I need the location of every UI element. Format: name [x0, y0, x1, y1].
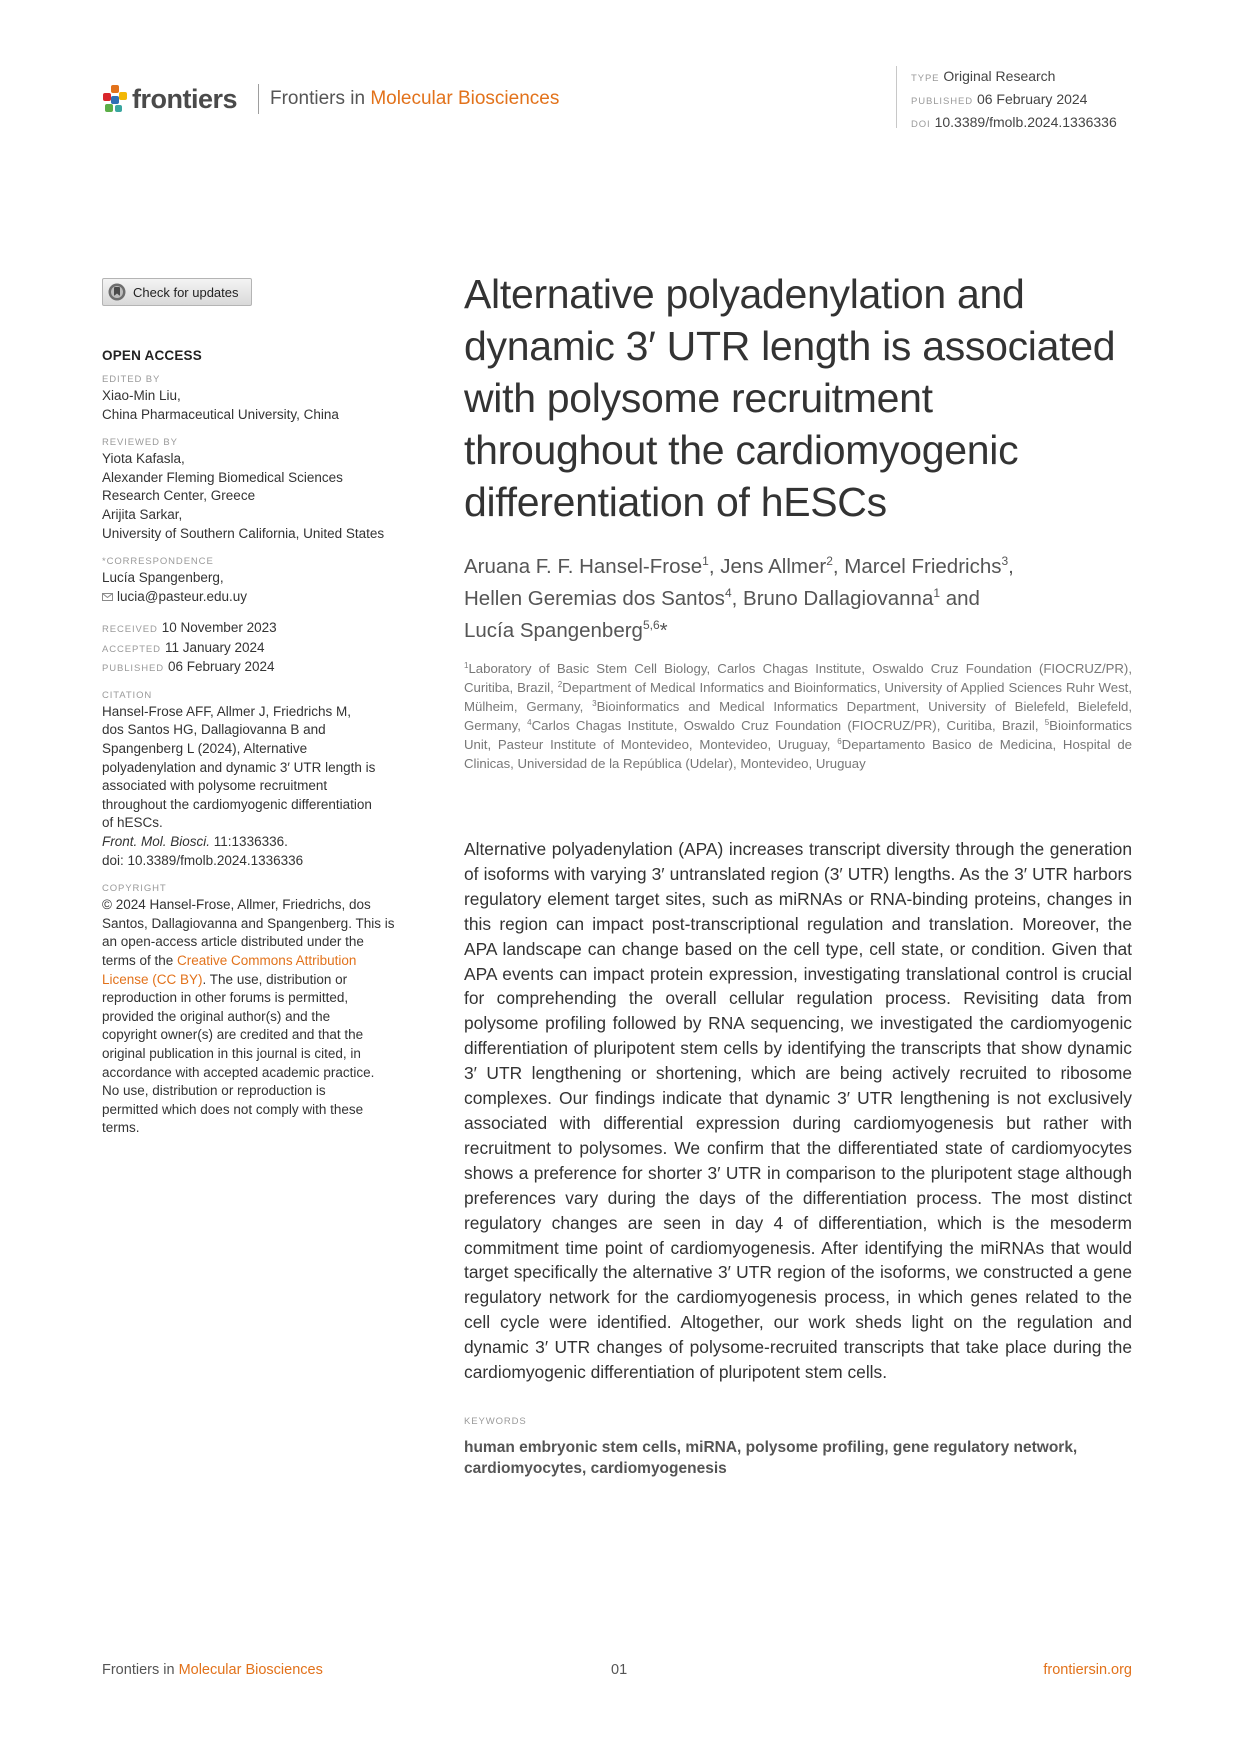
author-name[interactable]: Hellen Geremias dos Santos: [464, 587, 725, 610]
citation-line: Spangenberg L (2024), Alternative: [102, 741, 308, 757]
author-name[interactable]: Aruana F. F. Hansel-Frose: [464, 555, 703, 578]
correspondence-name: Lucía Spangenberg,: [102, 570, 224, 586]
keywords-label: KEYWORDS: [464, 1415, 527, 1427]
affiliation-text: Carlos Chagas Institute, Oswaldo Cruz Foundation (FIOCRUZ/PR), Curitiba, Brazil,: [531, 718, 1045, 733]
abstract: Alternative polyadenylation (APA) increases transcript diversity through the generation of isoforms with varying 3′ untranslated region (3′ UTR) lengths. As the 3′ UTR harbors regulatory element target sites, such as miRNAs or RNA-binding proteins, changes in this region can impact post-transcriptional regulation and translation. Moreover, the APA landscape can change based on the cell type, cell state, or condition. Given that APA events can impact protein expression, investigating translational control is crucial for comprehending the overall cellular regulation process. Revisiting data from polysome profiling followed by RNA sequencing, we investigated the cardiomyogenic differentiation of pluripotent stem cells by identifying the transcripts that show dynamic 3′ UTR lengthening or shortening, which are being actively recruited to ribosome complexes. Our findings indicate that dynamic 3′ UTR lengthening is not exclusively associated with differential expression during cardiomyogenesis but rather with recruitment to polysomes. We confirm that the differentiated state of cardiomyocytes shows a preference for shorter 3′ UTR in comparison to the pluripotent stage although preferences vary during the days of the differentiation process. The most distinct regulatory changes are seen in day 4 of differentiation, which is the mesoderm commitment time point of cardiomyogenesis. After identifying the miRNAs that would target specifically the alternative 3′ UTR region of the isoforms, we constructed a gene regulatory network for the cardiomyogenesis process, in which genes related to the cell cycle were identified. Altogether, our work sheds light on the regulation and dynamic 3′ UTR changes of polysome-recruited transcripts that take place during the cardiomyogenic differentiation of pluripotent stem cells.: [464, 839, 1132, 1383]
copyright-line: original publication in this journal is cited, in: [102, 1045, 361, 1061]
mail-icon: [102, 593, 113, 601]
affiliation-marker: 4: [527, 718, 532, 727]
affiliation-text: Departamento Basico de Medicina, Hospital de Clinicas, Universidad de la República (Udelar), Montevideo, Uruguay: [464, 737, 1132, 771]
reviewer-line: Arijita Sarkar,: [102, 506, 183, 522]
keywords: human embryonic stem cells, miRNA, polysome profiling, gene regulatory network, cardiomyocytes, cardiomyogenesis: [464, 1438, 1078, 1477]
meta-published-value: 06 February 2024: [976, 91, 1088, 107]
copyright-line: No use, distribution or reproduction is: [102, 1083, 326, 1099]
copyright-terms-suffix: . The use, distribution or: [202, 971, 348, 987]
citation-line: throughout the cardiomyogenic differentiation: [102, 796, 372, 812]
published-value: 06 February 2024: [167, 659, 275, 675]
author-separator: ,: [832, 555, 845, 578]
copyright-line: an open-access article distributed under the: [102, 934, 364, 950]
citation-section: [102, 689, 416, 870]
reviewer-line: Research Center, Greece: [102, 488, 256, 504]
copyright-line: Santos, Dallagiovanna and Spangenberg. This is: [102, 915, 395, 931]
author-separator: ,: [708, 555, 721, 578]
frontiers-logo-icon: [102, 84, 128, 114]
copyright-section: [102, 882, 416, 1138]
footer-site-link[interactable]: frontiersin.org: [1043, 1662, 1132, 1678]
reviewer-line: Yiota Kafasla,: [102, 451, 185, 467]
accepted-date: [102, 638, 416, 658]
author-affiliation-marker: 5,6: [642, 618, 660, 632]
affiliations: [464, 659, 1132, 773]
article-title: Alternative polyadenylation and dynamic 3′ UTR length is associated with polysome recruitment throughout the cardiomyogenic differentiation of hESCs: [464, 271, 1116, 525]
affiliation-text: Laboratory of Basic Stem Cell Biology, Carlos Chagas Institute, Oswaldo Cruz Foundation (FIOCRUZ/PR), Curitiba, Brazil,: [464, 661, 1132, 695]
published-label: PUBLISHED: [102, 663, 164, 675]
copyright-line: copyright owner(s) are credited and that the: [102, 1027, 364, 1043]
correspondence-section: [102, 555, 416, 606]
author-name[interactable]: Lucía Spangenberg: [464, 619, 643, 642]
correspondence-label: *CORRESPONDENCE: [102, 556, 214, 568]
copyright-line: permitted which does not comply with these: [102, 1101, 364, 1117]
edited-by-section: [102, 373, 416, 424]
journal-name[interactable]: [270, 88, 559, 110]
meta-published: [911, 89, 1117, 112]
citation-doi[interactable]: doi: 10.3389/fmolb.2024.1336336: [102, 852, 304, 868]
meta-published-label: PUBLISHED: [911, 96, 973, 107]
copyright-license-line: [102, 971, 416, 990]
article-sidebar: [102, 278, 416, 1138]
citation-volume: 11:1336336.: [210, 834, 288, 849]
received-date: [102, 618, 416, 638]
corresponding-author-marker: *: [659, 619, 668, 642]
meta-type: [911, 66, 1117, 89]
affiliation-marker: 6: [837, 737, 842, 746]
citation-line: dos Santos HG, Dallagiovanna B and: [102, 722, 326, 738]
author-affiliation-marker: 1: [933, 586, 941, 600]
citation-line: associated with polysome recruitment: [102, 778, 328, 794]
frontiers-logo[interactable]: [102, 83, 237, 115]
affiliation-text: Bioinformatics and Medical Informatics Department, University of Bielefeld, Bielefeld, Germany,: [464, 699, 1132, 733]
author-name[interactable]: Jens Allmer: [720, 555, 827, 578]
meta-doi: [911, 112, 1117, 135]
author-affiliation-marker: 1: [702, 554, 709, 568]
accepted-value: 11 January 2024: [164, 639, 265, 655]
affiliation-marker: 3: [592, 699, 597, 708]
affiliation-marker: 2: [557, 680, 563, 689]
header-divider: [258, 84, 259, 114]
received-label: RECEIVED: [102, 624, 158, 636]
meta-doi-link[interactable]: 10.3389/fmolb.2024.1336336: [934, 114, 1117, 130]
accepted-label: ACCEPTED: [102, 643, 161, 655]
affiliation-marker: 5: [1044, 718, 1050, 727]
editor-name: Xiao-Min Liu,: [102, 388, 181, 403]
journal-prefix: Frontiers in: [270, 88, 366, 109]
article-meta: [896, 66, 1117, 128]
page-footer: [102, 1662, 1132, 1682]
author-name[interactable]: Bruno Dallagiovanna: [743, 587, 934, 610]
check-updates-icon: [107, 282, 127, 302]
author-affiliation-marker: 3: [1001, 554, 1009, 568]
meta-type-value: Original Research: [943, 68, 1056, 84]
check-for-updates-button[interactable]: [102, 278, 252, 306]
page-header: [0, 0, 1241, 130]
footer-journal-title: Molecular Biosciences: [178, 1662, 323, 1678]
editor-affiliation: China Pharmaceutical University, China: [102, 406, 339, 422]
reviewed-by-section: [102, 436, 416, 543]
citation-label: CITATION: [102, 689, 153, 701]
journal-title: Molecular Biosciences: [370, 88, 560, 109]
reviewer-line: University of Southern California, United States: [102, 525, 385, 541]
copyright-line: provided the original author(s) and the: [102, 1008, 331, 1024]
author-separator: ,: [1008, 555, 1014, 578]
copyright-label: COPYRIGHT: [102, 883, 167, 895]
dates-section: [102, 618, 416, 677]
published-date: [102, 657, 416, 677]
affiliation-marker: 1: [464, 661, 469, 670]
reviewed-by-label: REVIEWED BY: [102, 437, 178, 449]
edited-by-label: EDITED BY: [102, 374, 161, 385]
copyright-terms-prefix: terms of the: [102, 952, 178, 968]
open-access-label: OPEN ACCESS: [102, 348, 202, 363]
footer-journal-link[interactable]: [102, 1662, 323, 1678]
footer-journal-prefix: Frontiers in: [102, 1662, 175, 1678]
author-affiliation-marker: 2: [826, 554, 833, 568]
cc-license-link[interactable]: Creative Commons Attribution: [177, 952, 357, 968]
logo-wordmark: frontiers: [132, 83, 238, 114]
citation-journal: Front. Mol. Biosci.: [102, 834, 211, 849]
meta-doi-label: DOI: [911, 119, 931, 130]
affiliation-text: Department of Medical Informatics and Bioinformatics, University of Applied Sciences Ruhr West, Mülheim, Germany,: [464, 680, 1132, 714]
copyright-license-line: [102, 952, 416, 971]
author-affiliation-marker: 4: [724, 586, 732, 600]
article-main: [464, 268, 1132, 1479]
copyright-line: terms.: [102, 1120, 140, 1136]
cc-license-link[interactable]: License (CC BY): [102, 971, 203, 987]
copyright-line: © 2024 Hansel-Frose, Allmer, Friedrichs, dos: [102, 897, 371, 913]
correspondence-email-row: [102, 588, 416, 607]
affiliation-text: Bioinformatics Unit, Pasteur Institute of Montevideo, Montevideo, Uruguay,: [464, 718, 1132, 752]
citation-journal-line: [102, 833, 416, 852]
copyright-line: reproduction in other forums is permitted,: [102, 990, 349, 1006]
author-separator: ,: [731, 587, 744, 610]
author-name[interactable]: Marcel Friedrichs: [844, 555, 1002, 578]
author-list: [464, 551, 1132, 647]
check-updates-label: Check for updates: [133, 284, 239, 300]
received-value: 10 November 2023: [161, 620, 277, 636]
reviewer-line: Alexander Fleming Biomedical Sciences: [102, 469, 343, 485]
page-number: 01: [611, 1662, 628, 1678]
correspondence-email-link[interactable]: lucia@pasteur.edu.uy: [117, 588, 248, 604]
author-separator: and: [940, 587, 980, 610]
meta-type-label: TYPE: [911, 73, 940, 84]
citation-line: polyadenylation and dynamic 3′ UTR length is: [102, 759, 376, 775]
citation-line: Hansel-Frose AFF, Allmer J, Friedrichs M,: [102, 703, 352, 719]
citation-line: of hESCs.: [102, 815, 163, 831]
copyright-line: accordance with accepted academic practice.: [102, 1064, 375, 1080]
